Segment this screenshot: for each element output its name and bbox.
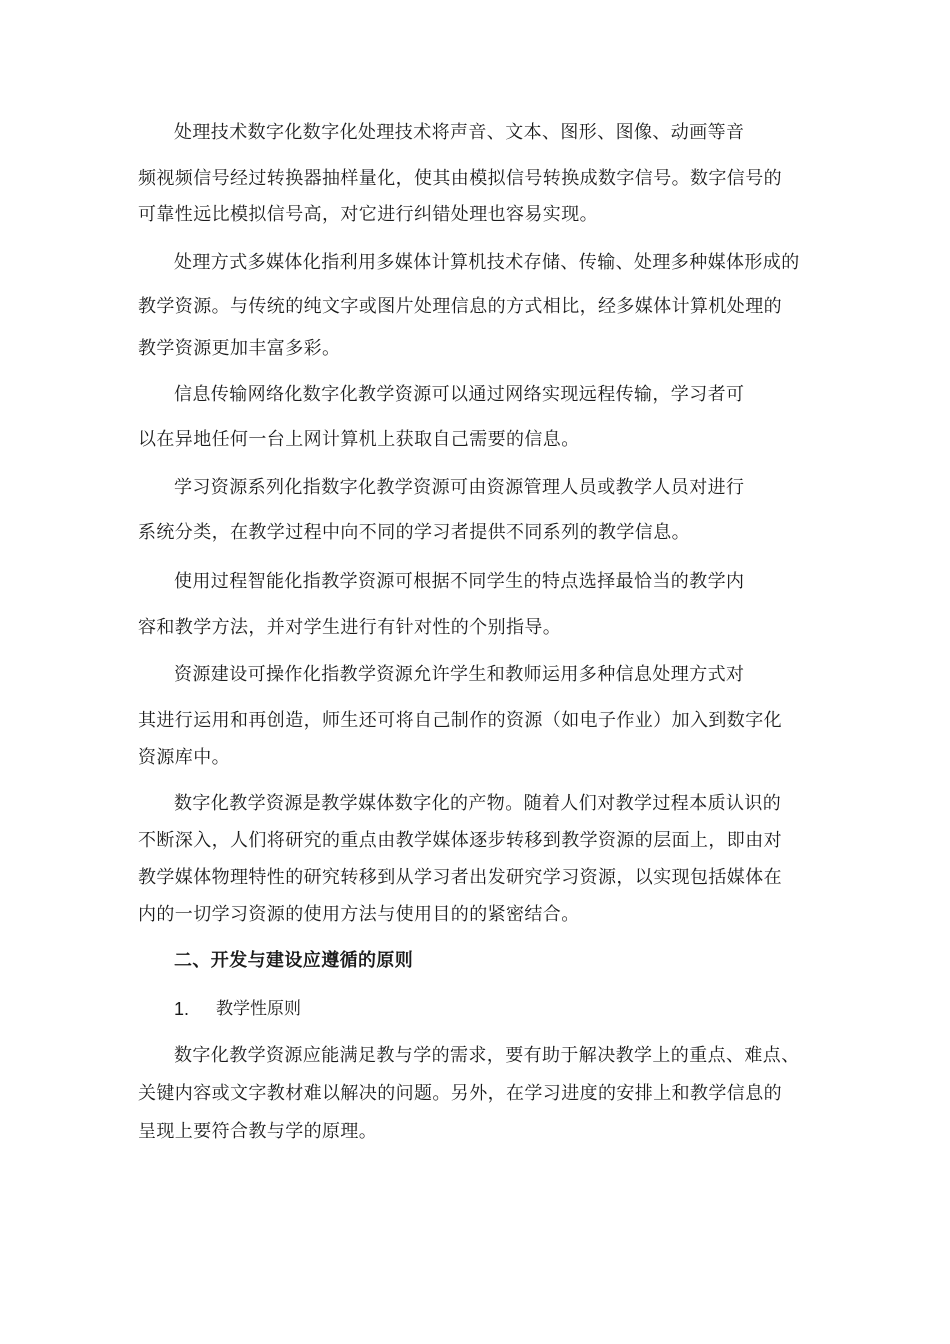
paragraph-line: 使用过程智能化指教学资源可根据不同学生的特点选择最恰当的教学内 bbox=[174, 571, 745, 592]
paragraph-line: 教学资源更加丰富多彩。 bbox=[138, 338, 341, 359]
paragraph-line: 系统分类，在教学过程中向不同的学习者提供不同系列的教学信息。 bbox=[138, 522, 690, 543]
paragraph-line: 内的一切学习资源的使用方法与使用目的的紧密结合。 bbox=[138, 904, 580, 925]
paragraph-line: 呈现上要符合教与学的原理。 bbox=[138, 1121, 378, 1142]
paragraph-line: 教学媒体物理特性的研究转移到从学习者出发研究学习资源，以实现包括媒体在 bbox=[138, 867, 782, 888]
paragraph-line: 容和教学方法，并对学生进行有针对性的个别指导。 bbox=[138, 617, 562, 638]
section-heading: 二、开发与建设应遵循的原则 bbox=[174, 950, 414, 971]
paragraph-line: 资源库中。 bbox=[138, 747, 230, 768]
subsection-number: 1. bbox=[174, 999, 190, 1019]
paragraph-line: 其进行运用和再创造，师生还可将自己制作的资源（如电子作业）加入到数字化 bbox=[138, 710, 782, 731]
paragraph-line: 信息传输网络化数字化教学资源可以通过网络实现远程传输，学习者可 bbox=[174, 384, 745, 405]
paragraph-line: 教学资源。与传统的纯文字或图片处理信息的方式相比，经多媒体计算机处理的 bbox=[138, 296, 782, 317]
paragraph-line: 频视频信号经过转换器抽样量化，使其由模拟信号转换成数字信号。数字信号的 bbox=[138, 168, 782, 189]
paragraph-line: 数字化教学资源是教学媒体数字化的产物。随着人们对教学过程本质认识的 bbox=[174, 793, 782, 814]
paragraph-line: 以在异地任何一台上网计算机上获取自己需要的信息。 bbox=[138, 429, 580, 450]
paragraph-line: 可靠性远比模拟信号高，对它进行纠错处理也容易实现。 bbox=[138, 204, 598, 225]
subsection-title: 教学性原则 bbox=[216, 999, 301, 1019]
paragraph-line: 资源建设可操作化指教学资源允许学生和教师运用多种信息处理方式对 bbox=[174, 664, 745, 685]
paragraph-line: 学习资源系列化指数字化教学资源可由资源管理人员或教学人员对进行 bbox=[174, 477, 745, 498]
paragraph-line: 数字化教学资源应能满足教与学的需求，要有助于解决教学上的重点、难点、 bbox=[174, 1045, 800, 1066]
paragraph-line: 不断深入，人们将研究的重点由教学媒体逐步转移到教学资源的层面上，即由对 bbox=[138, 830, 782, 851]
paragraph-line: 关键内容或文字教材难以解决的问题。另外，在学习进度的安排上和教学信息的 bbox=[138, 1083, 782, 1104]
paragraph-line: 处理方式多媒体化指利用多媒体计算机技术存储、传输、处理多种媒体形成的 bbox=[174, 252, 800, 273]
paragraph-line: 处理技术数字化数字化处理技术将声音、文本、图形、图像、动画等音 bbox=[174, 122, 745, 143]
